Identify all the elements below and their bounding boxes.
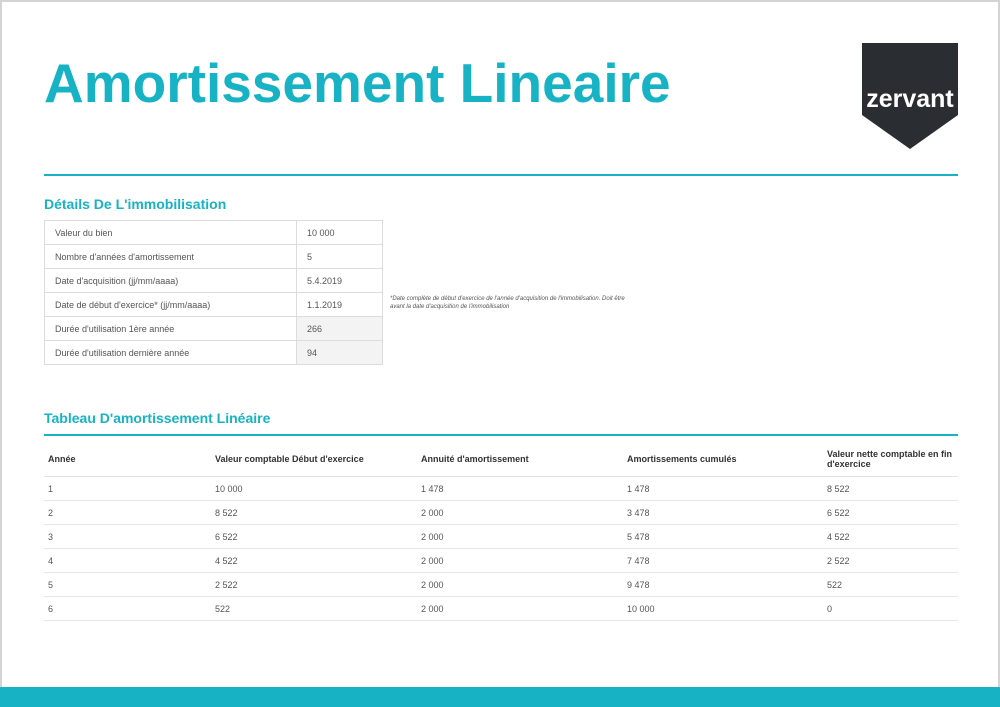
- details-table: [44, 220, 383, 365]
- logo-text: zervant: [866, 85, 954, 113]
- details-label: Date de début d'exercice* (jj/mm/aaaa): [45, 293, 297, 317]
- details-value: 94: [297, 341, 383, 365]
- details-value[interactable]: 10 000: [297, 221, 383, 245]
- cell-annuite: 2 000: [421, 603, 444, 614]
- cell-annee: 6: [48, 603, 54, 614]
- cell-annuite: 2 000: [421, 555, 444, 566]
- cell-annee: 4: [48, 555, 54, 566]
- table-row: [44, 597, 958, 621]
- cell-valeur-fin: 8 522: [827, 483, 850, 494]
- cell-valeur-fin: 522: [827, 579, 843, 590]
- schedule-heading: Tableau D'amortissement Linéaire: [44, 410, 271, 426]
- details-row: [45, 245, 383, 269]
- table-row: [44, 549, 958, 573]
- cell-cumules: 10 000: [627, 603, 655, 614]
- details-label: Durée d'utilisation dernière année: [45, 341, 297, 365]
- details-label: Valeur du bien: [45, 221, 297, 245]
- details-value[interactable]: 5.4.2019: [297, 269, 383, 293]
- details-row: [45, 221, 383, 245]
- cell-valeur-fin: 2 522: [827, 555, 850, 566]
- details-label: Durée d'utilisation 1ère année: [45, 317, 297, 341]
- details-value[interactable]: 5: [297, 245, 383, 269]
- table-row: [44, 573, 958, 597]
- cell-valeur-debut: 2 522: [215, 579, 238, 590]
- details-row: [45, 269, 383, 293]
- cell-annee: 5: [48, 579, 54, 590]
- header-divider: [44, 174, 958, 176]
- footer-bar: [0, 687, 1000, 707]
- details-label: Nombre d'années d'amortissement: [45, 245, 297, 269]
- cell-annee: 3: [48, 531, 54, 542]
- details-value[interactable]: 1.1.2019: [297, 293, 383, 317]
- column-header-valeur-debut: Valeur comptable Début d'exercice: [215, 453, 364, 464]
- column-header-cumules: Amortissements cumulés: [627, 453, 737, 464]
- details-row: [45, 317, 383, 341]
- schedule-divider: [44, 434, 958, 436]
- cell-valeur-debut: 10 000: [215, 483, 243, 494]
- details-row: [45, 293, 383, 317]
- cell-valeur-fin: 4 522: [827, 531, 850, 542]
- cell-valeur-fin: 0: [827, 603, 833, 614]
- details-label: Date d'acquisition (jj/mm/aaaa): [45, 269, 297, 293]
- cell-valeur-debut: 8 522: [215, 507, 238, 518]
- cell-annuite: 2 000: [421, 507, 444, 518]
- cell-annuite: 2 000: [421, 579, 444, 590]
- details-row: [45, 341, 383, 365]
- cell-valeur-debut: 6 522: [215, 531, 238, 542]
- cell-annuite: 1 478: [421, 483, 444, 494]
- cell-valeur-debut: 522: [215, 603, 231, 614]
- zervant-logo: [862, 43, 958, 149]
- table-row: [44, 525, 958, 549]
- cell-valeur-debut: 4 522: [215, 555, 238, 566]
- column-header-annee: Année: [48, 453, 76, 464]
- amortization-table: [44, 441, 958, 621]
- cell-valeur-fin: 6 522: [827, 507, 850, 518]
- cell-cumules: 7 478: [627, 555, 650, 566]
- cell-cumules: 5 478: [627, 531, 650, 542]
- details-value: 266: [297, 317, 383, 341]
- cell-cumules: 1 478: [627, 483, 650, 494]
- cell-cumules: 9 478: [627, 579, 650, 590]
- cell-annuite: 2 000: [421, 531, 444, 542]
- details-heading: Détails De L'immobilisation: [44, 196, 227, 212]
- table-row: [44, 501, 958, 525]
- column-header-annuite: Annuité d'amortissement: [421, 453, 529, 464]
- footnote: *Date complète de début d'exercice de l'année d'acquisition de l'immobilisation. Doit être avant la date d'acquisition de l'immobilisation: [390, 296, 625, 310]
- table-row: [44, 477, 958, 501]
- cell-cumules: 3 478: [627, 507, 650, 518]
- cell-annee: 1: [48, 483, 54, 494]
- page-title: Amortissement Lineaire: [44, 52, 671, 114]
- column-header-valeur-fin: Valeur nette comptable en fin d'exercice: [827, 448, 953, 469]
- cell-annee: 2: [48, 507, 54, 518]
- table-header-row: [44, 441, 958, 477]
